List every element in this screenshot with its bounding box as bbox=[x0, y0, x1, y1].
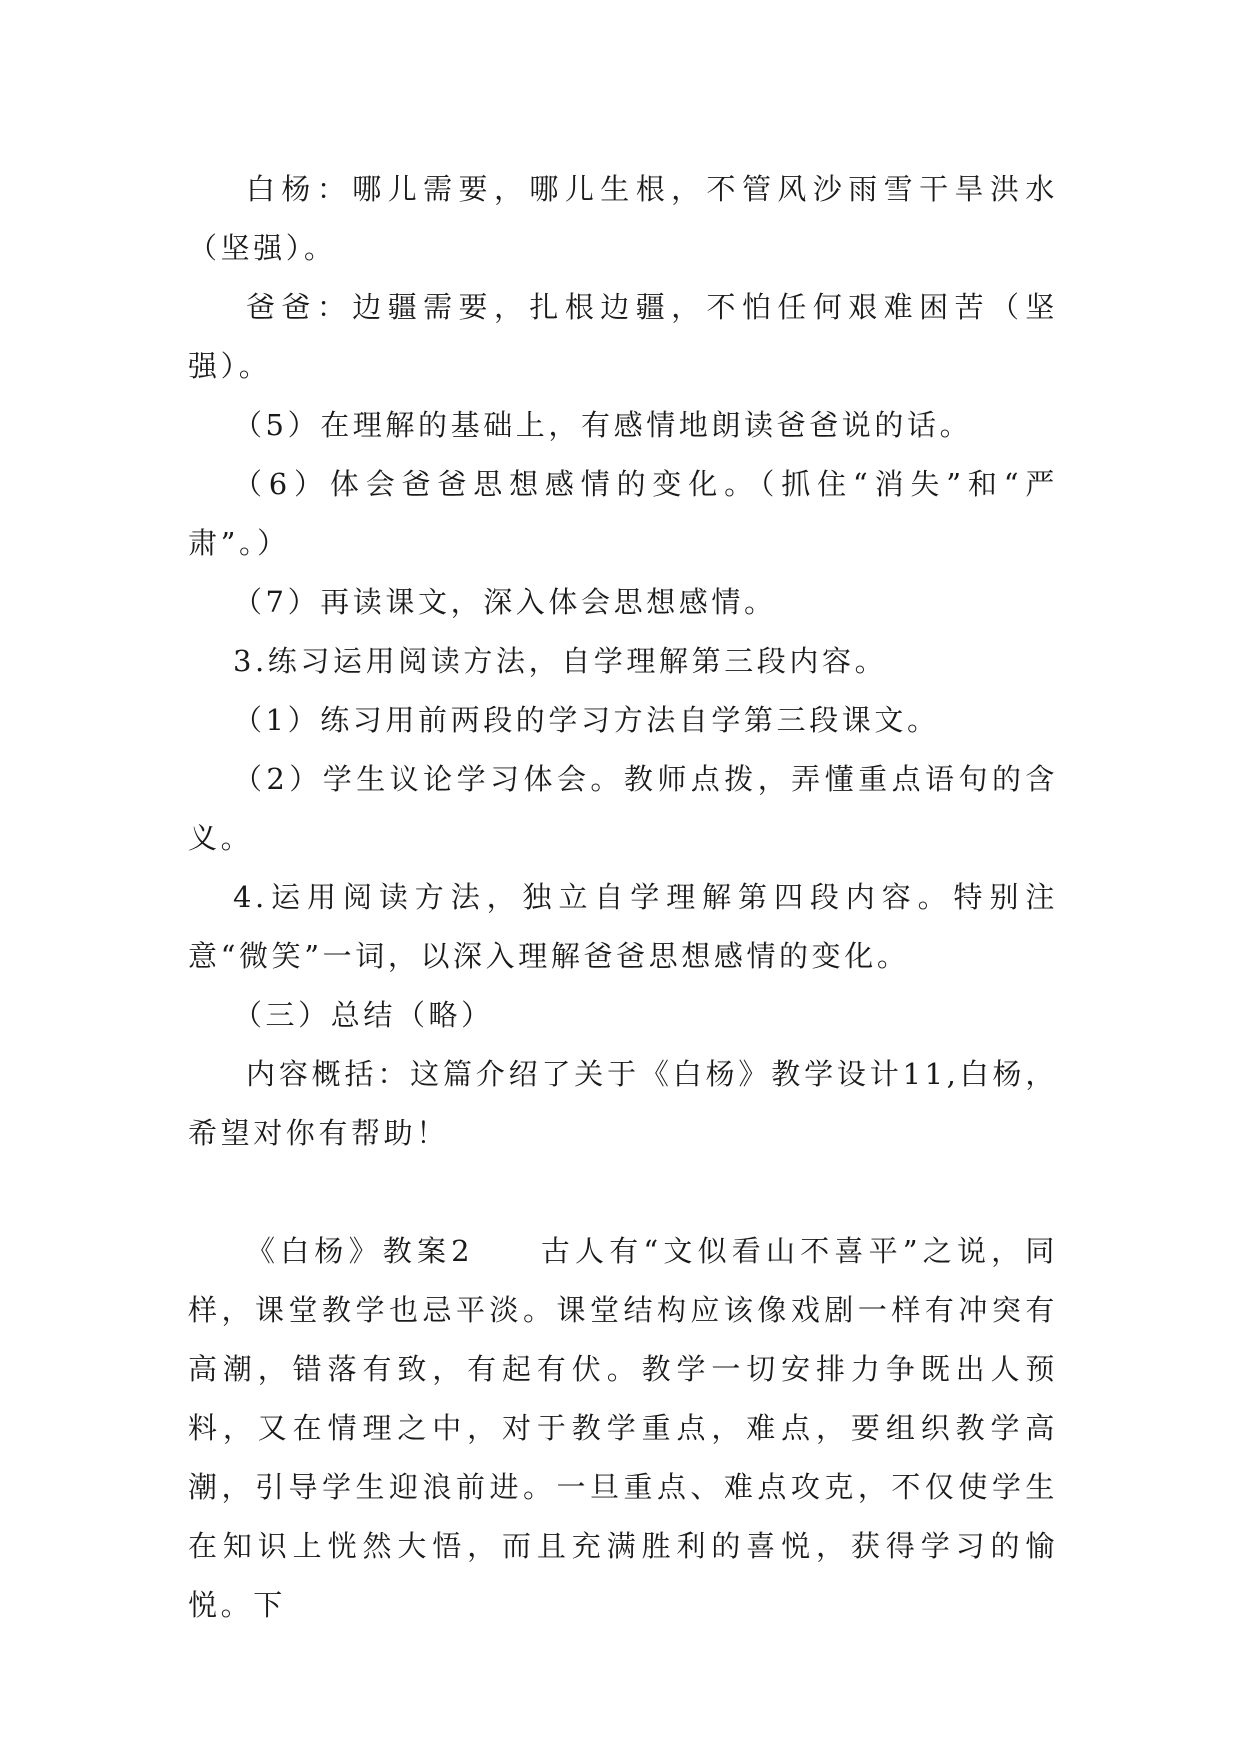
section-2-body: 古人有“文似看山不喜平”之说，同样，课堂教学也忌平淡。课堂结构应该像戏剧一样有冲突有高潮，错落有致，有起有伏。教学一切安排力争既出人预料，又在情理之中，对于教学重点，难点，要组织教学高潮，引导学生迎浪前进。一旦重点、难点攻克，不仅使学生在知识上恍然大悟，而且充满胜利的喜悦，获得学习的愉悦。下 bbox=[188, 1234, 1058, 1622]
paragraph-step-5: （5）在理解的基础上，有感情地朗读爸爸说的话。 bbox=[232, 408, 973, 442]
paragraph-step-6: （6）体会爸爸思想感情的变化。（抓住“消失”和“严肃”。） bbox=[188, 467, 1058, 560]
paragraph-baiyang: 白杨：哪儿需要，哪儿生根，不管风沙雨雪干旱洪水（坚强）。 bbox=[188, 172, 1058, 265]
paragraph-item-3-1: （1）练习用前两段的学习方法自学第三段课文。 bbox=[232, 703, 940, 737]
paragraph-item-4: 4.运用阅读方法，独立自学理解第四段内容。特别注意“微笑”一词，以深入理解爸爸思想感情的变化。 bbox=[188, 880, 1058, 973]
section-2-paragraph bbox=[188, 1222, 1058, 1635]
paragraph-item-3: 3.练习运用阅读方法，自学理解第三段内容。 bbox=[232, 644, 888, 678]
paragraph-step-7: （7）再读课文，深入体会思想感情。 bbox=[232, 585, 777, 619]
paragraph-baba: 爸爸：边疆需要，扎根边疆，不怕任何艰难困苦（坚强）。 bbox=[188, 290, 1058, 383]
paragraph-content-summary: 内容概括：这篇介绍了关于《白杨》教学设计11,白杨，希望对你有帮助！ bbox=[188, 1057, 1058, 1150]
section-2-heading: 《白杨》教案2 bbox=[246, 1234, 474, 1268]
paragraph-gap bbox=[188, 1163, 1058, 1222]
paragraph-summary-heading: （三）总结（略） bbox=[232, 998, 494, 1032]
paragraph-item-3-2: （2）学生议论学习体会。教师点拨，弄懂重点语句的含义。 bbox=[188, 762, 1058, 855]
document-body bbox=[188, 160, 1058, 1635]
